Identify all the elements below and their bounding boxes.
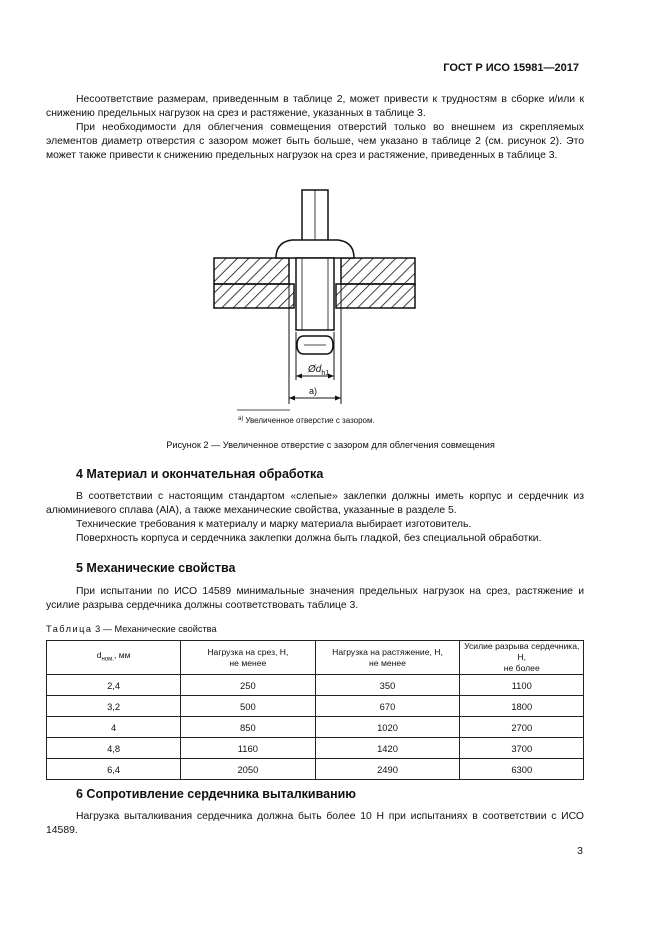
table-cell: 1420 [315,738,460,759]
lower-plate-right [336,284,415,308]
table-header-row [47,641,584,675]
page-number: 3 [577,845,583,857]
table-cell: 6,4 [47,759,181,780]
upper-plate-right [341,258,415,284]
table-cell: 500 [181,696,315,717]
col-header-mandrel-break-load: Усилие разрыва сердечника, Н, не более [460,641,584,675]
table-cell: 4,8 [47,738,181,759]
rivet-head [276,240,354,258]
section-4-paragraph-1: В соответствии с настоящим стандартом «слепые» заклепки должны иметь корпус и сердечник из алюминиевого сплава (AlA), а также механические свойства, указанные в разделе 5. [46,491,584,516]
table-row [47,738,584,759]
table-cell: 3700 [460,738,584,759]
figure-footnote: $^{a)}$ Увеличенное отверстие с зазором. [238,416,375,425]
figure-2-rivet-drawing [200,182,440,432]
table-cell: 1100 [460,675,584,696]
table-cell: 850 [181,717,315,738]
section-5-paragraph-1: При испытании по ИСО 14589 минимальные значения предельных нагрузок на срез, растяжение и усилие разрыва сердечника должны соответствовать таблице 3. [46,586,584,611]
col-header-tensile-load: Нагрузка на растяжение, Н, не менее [315,641,460,675]
table-cell: 250 [181,675,315,696]
rivet-diagram [200,182,440,427]
section-4-paragraph-2: Технические требования к материалу и марку материала выбирает изготовитель. [76,519,472,530]
section-4-title: 4 Материал и окончательная обработка [76,467,324,481]
section-6-paragraph-1: Нагрузка выталкивания сердечника должна быть более 10 Н при испытаниях в соответствии с ИСО 14589. [46,811,584,836]
table-cell: 2490 [315,759,460,780]
table-cell: 670 [315,696,460,717]
table-row [47,717,584,738]
lower-plate-left [214,284,294,308]
intro-paragraph-2: При необходимости для облегчения совмещения отверстий только во внешнем из скрепляемых элементов диаметр отверстия с зазором может быть больше, чем указано в таблице 2 (см. рисунок 2). Это может также привести к снижению предельных нагрузок на срез и растяжение, приведенных в таблице 3. [46,122,584,161]
table-cell: 1160 [181,738,315,759]
note-marker-a: a) [309,386,318,396]
table-3-caption: Таблица 3 — Механические свойства [46,624,217,634]
section-5-title: 5 Механические свойства [76,561,236,575]
figure-caption: Рисунок 2 — Увеличенное отверстие с зазором для облегчения совмещения [166,440,495,450]
table-cell: 2,4 [47,675,181,696]
table-3-mechanical-properties [46,640,584,780]
table-cell: 1800 [460,696,584,717]
table-cell: 2700 [460,717,584,738]
table-row [47,675,584,696]
table-cell: 1020 [315,717,460,738]
upper-plate-left [214,258,289,284]
table-row [47,696,584,717]
col-header-diameter: $d_{ном.}$, мм [47,641,181,675]
table-row [47,759,584,780]
intro-paragraph-1: Несоответствие размерам, приведенным в таблице 2, может привести к трудностям в сборке и/или к снижению предельных нагрузок на срез и растяжение, указанных в таблице 3. [46,94,584,119]
section-4-paragraph-3: Поверхность корпуса и сердечника заклепки должна быть гладкой, без специальной обработки. [76,533,542,544]
document-header: ГОСТ Р ИСО 15981—2017 [443,62,579,74]
table-cell: 3,2 [47,696,181,717]
dimension-label-dh1: $Ød_{h1}$ [308,364,330,377]
section-6-title: 6 Сопротивление сердечника выталкиванию [76,787,356,801]
table-cell: 2050 [181,759,315,780]
table-cell: 350 [315,675,460,696]
table-cell: 4 [47,717,181,738]
table-cell: 6300 [460,759,584,780]
col-header-shear-load: Нагрузка на срез, Н, не менее [181,641,315,675]
